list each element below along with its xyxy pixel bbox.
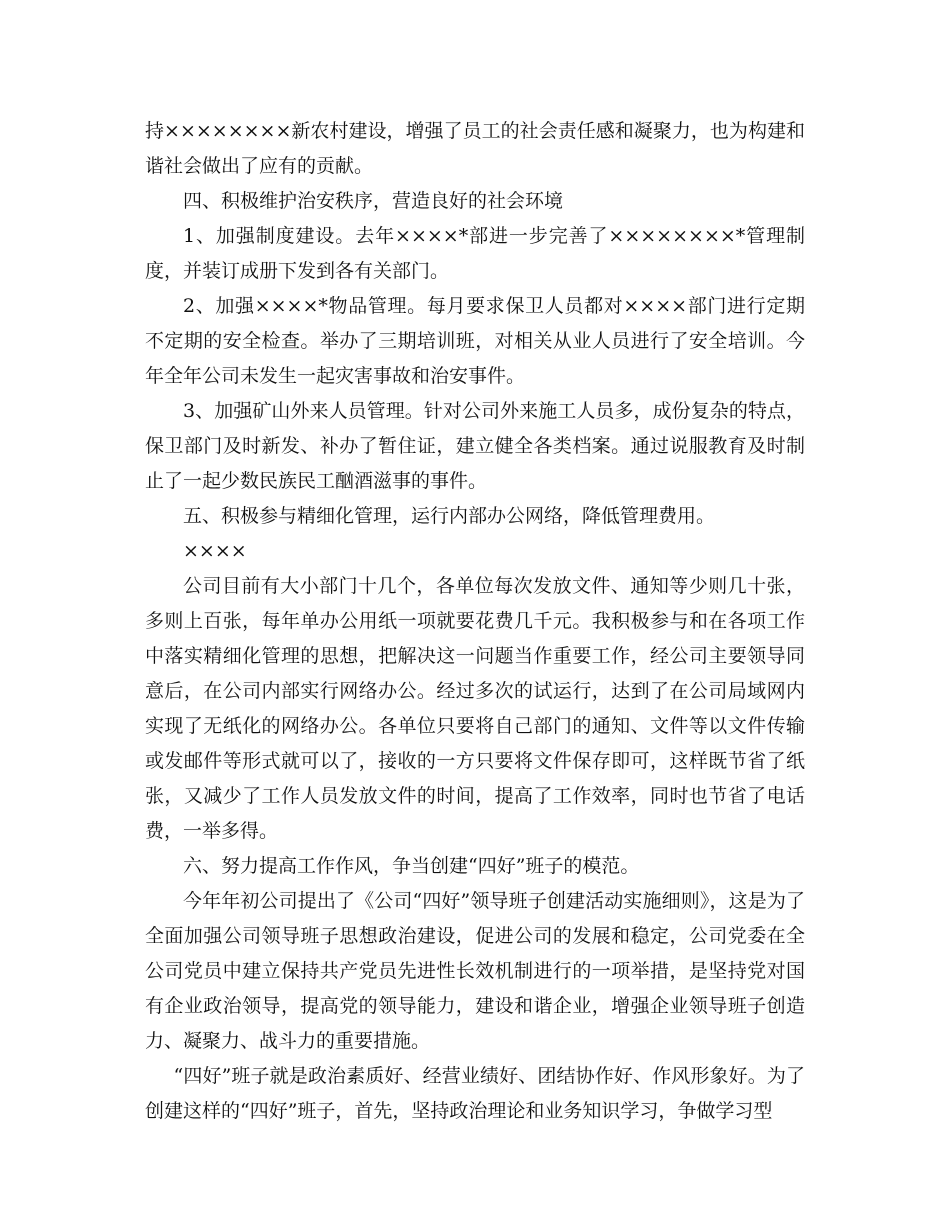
section-heading-4: 四、积极维护治安秩序，营造良好的社会环境 (183, 190, 564, 212)
redacted-line: ×××× (183, 540, 247, 562)
paragraph-continuation: 持××××××××新农村建设，增强了员工的社会责任感和凝聚力，也为构建和谐社会做出了应有的贡献。 (145, 120, 805, 177)
section-heading-5: 五、积极参与精细化管理，运行内部办公网络，降低管理费用。 (183, 505, 716, 527)
paragraph-network-office: 公司目前有大小部门十几个，各单位每次发放文件、通知等少则几十张，多则上百张，每年单办公用纸一项就要花费几千元。我积极参与和在各项工作中落实精细化管理的思想，把解决这一问题当作重要工作，经公司主要领导同意后，在公司内部实行网络办公。经过多次的试运行，达到了在公司局域网内实现了无纸化的网络办公。各单位只要将自己部门的通知、文件等以文件传输或发邮件等形式就可以了，接收的一方只要将文件保存即可，这样既节省了纸张，又减少了工作人员发放文件的时间，提高了工作效率，同时也节省了电话费，一举多得。 (145, 575, 805, 842)
section-heading-6: 六、努力提高工作作风，争当创建“四好”班子的模范。 (183, 855, 640, 877)
document-body (145, 114, 805, 1129)
paragraph-four-good-rules: 今年年初公司提出了《公司“四好”领导班子创建活动实施细则》，这是为了全面加强公司领导班子思想政治建设，促进公司的发展和稳定，公司党委在全公司党员中建立保持共产党员先进性长效机制进行的一项举措，是坚持党对国有企业政治领导，提高党的领导能力，建设和谐企业，增强企业领导班子创造力、凝聚力、战斗力的重要措施。 (145, 890, 805, 1052)
paragraph-item-3: 3、加强矿山外来人员管理。针对公司外来施工人员多，成份复杂的特点，保卫部门及时新发、补办了暂住证，建立健全各类档案。通过说服教育及时制止了一起少数民族民工酗酒滋事的事件。 (145, 400, 805, 492)
paragraph-four-good-definition: “四好”班子就是政治素质好、经营业绩好、团结协作好、作风形象好。为了创建这样的“四好”班子，首先，坚持政治理论和业务知识学习，争做学习型 (145, 1065, 805, 1122)
paragraph-item-2: 2、加强××××*物品管理。每月要求保卫人员都对××××部门进行定期不定期的安全检查。举办了三期培训班，对相关从业人员进行了安全培训。今年全年公司未发生一起灾害事故和治安事件。 (145, 295, 805, 387)
paragraph-item-1: 1、加强制度建设。去年××××*部进一步完善了××××××××*管理制度，并装订成册下发到各有关部门。 (145, 225, 805, 282)
